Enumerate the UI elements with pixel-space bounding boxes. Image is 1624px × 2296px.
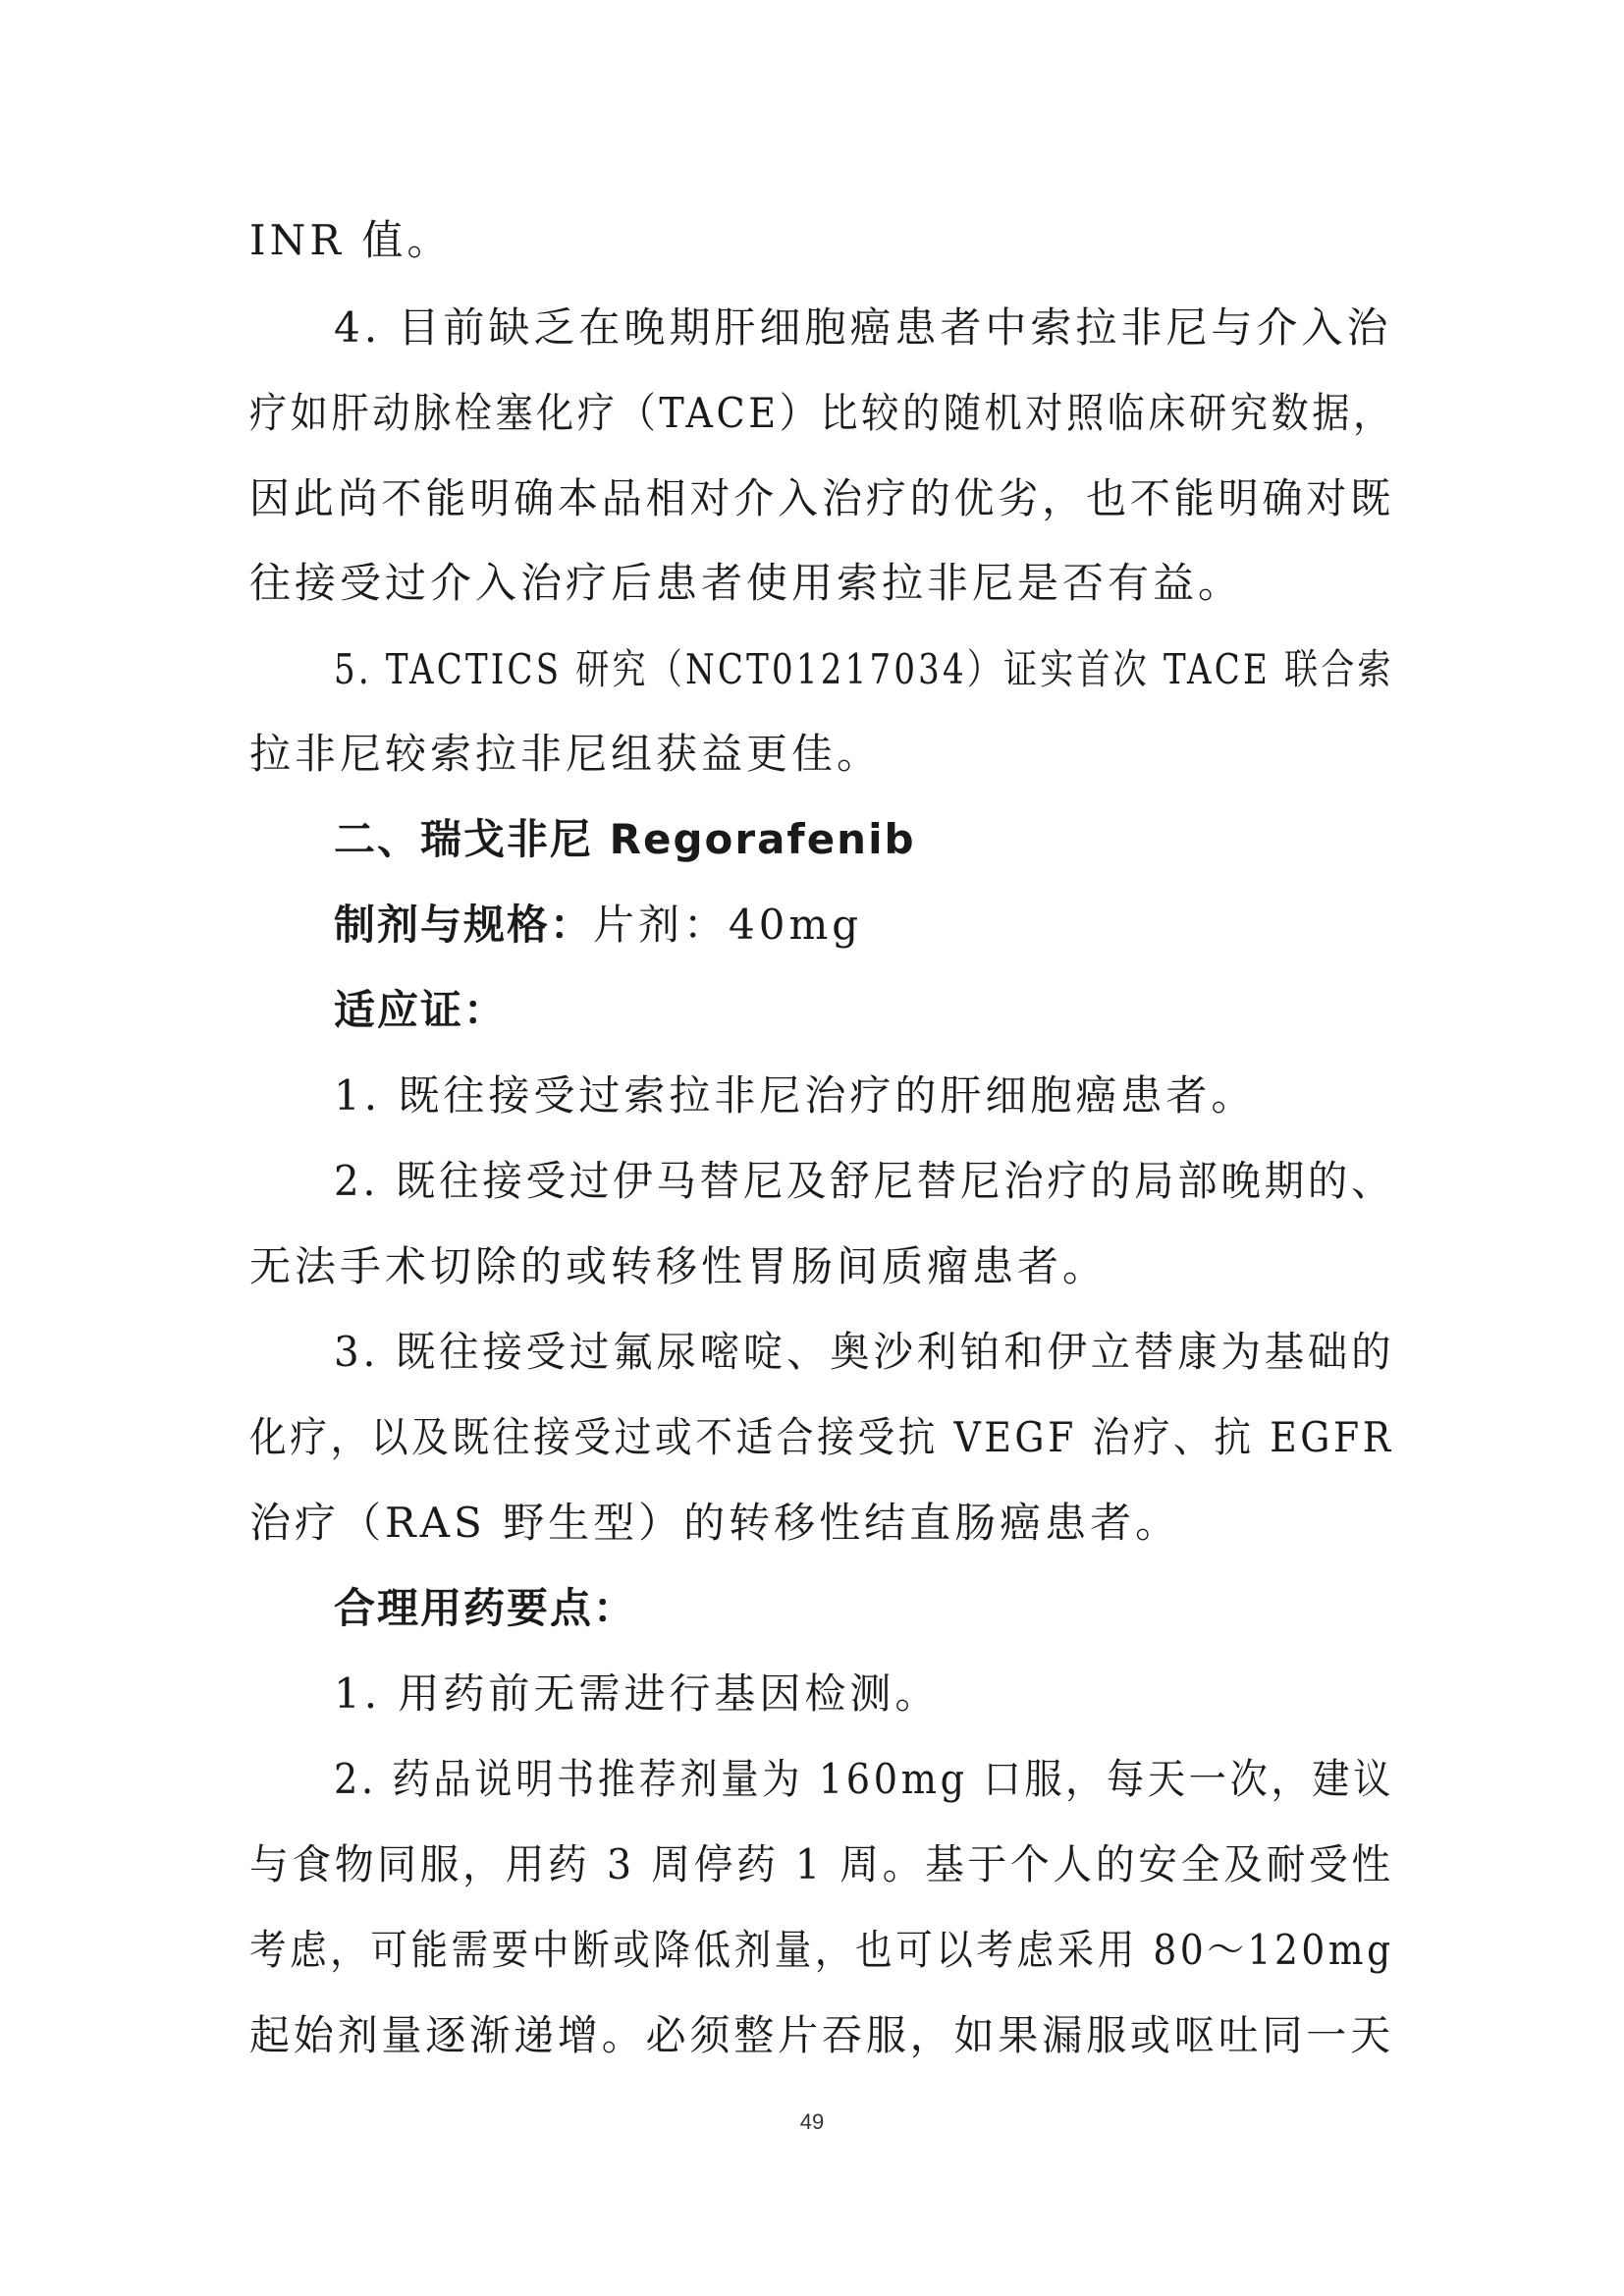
section-heading: 二、瑞戈非尼 Regorafenib <box>334 815 916 863</box>
rational-use-line: 2. 药品说明书推荐剂量为 160mg 口服，每天一次，建议 <box>334 1755 1395 1803</box>
page-number: 49 <box>799 2109 825 2134</box>
rational-use-heading: 合理用药要点： <box>334 1584 637 1632</box>
indication-line: 2. 既往接受过伊马替尼及舒尼替尼治疗的局部晚期的、 <box>334 1157 1395 1205</box>
body-line: 因此尚不能明确本品相对介入治疗的优劣，也不能明确对既 <box>249 474 1395 522</box>
body-line: 5. TACTICS 研究（NCT01217034）证实首次 TACE 联合索 <box>334 645 1394 693</box>
body-line: 往接受过介入治疗后患者使用索拉非尼是否有益。 <box>249 559 1244 607</box>
rational-use-line: 1. 用药前无需进行基因检测。 <box>334 1669 941 1718</box>
body-line: INR 值。 <box>249 216 453 264</box>
rational-use-line: 与食物同服，用药 3 周停药 1 周。基于个人的安全及耐受性 <box>249 1840 1394 1888</box>
rational-use-line: 起始剂量逐渐递增。必须整片吞服，如果漏服或呕吐同一天 <box>249 2011 1395 2059</box>
formulation-label: 制剂与规格： <box>334 901 594 949</box>
indications-heading: 适应证： <box>334 986 508 1034</box>
indication-line: 化疗，以及既往接受过或不适合接受抗 VEGF 治疗、抗 EGFR <box>249 1413 1394 1461</box>
formulation-line <box>334 898 862 953</box>
body-line: 疗如肝动脉栓塞化疗（TACE）比较的随机对照临床研究数据， <box>249 389 1394 437</box>
formulation-value: 片剂：40mg <box>593 901 863 949</box>
indication-line: 治疗（RAS 野生型）的转移性结直肠癌患者。 <box>249 1499 1181 1547</box>
body-line: 4. 目前缺乏在晚期肝细胞癌患者中索拉非尼与介入治 <box>334 303 1392 352</box>
body-line: 拉非尼较索拉非尼组获益更佳。 <box>249 730 883 778</box>
indication-line: 1. 既往接受过索拉非尼治疗的肝细胞癌患者。 <box>334 1071 1257 1120</box>
indication-line: 无法手术切除的或转移性胃肠间质瘤患者。 <box>249 1242 1109 1290</box>
indication-line: 3. 既往接受过氟尿嘧啶、奥沙利铂和伊立替康为基础的 <box>334 1328 1395 1376</box>
rational-use-line: 考虑，可能需要中断或降低剂量，也可以考虑采用 80～120mg <box>249 1926 1394 1974</box>
